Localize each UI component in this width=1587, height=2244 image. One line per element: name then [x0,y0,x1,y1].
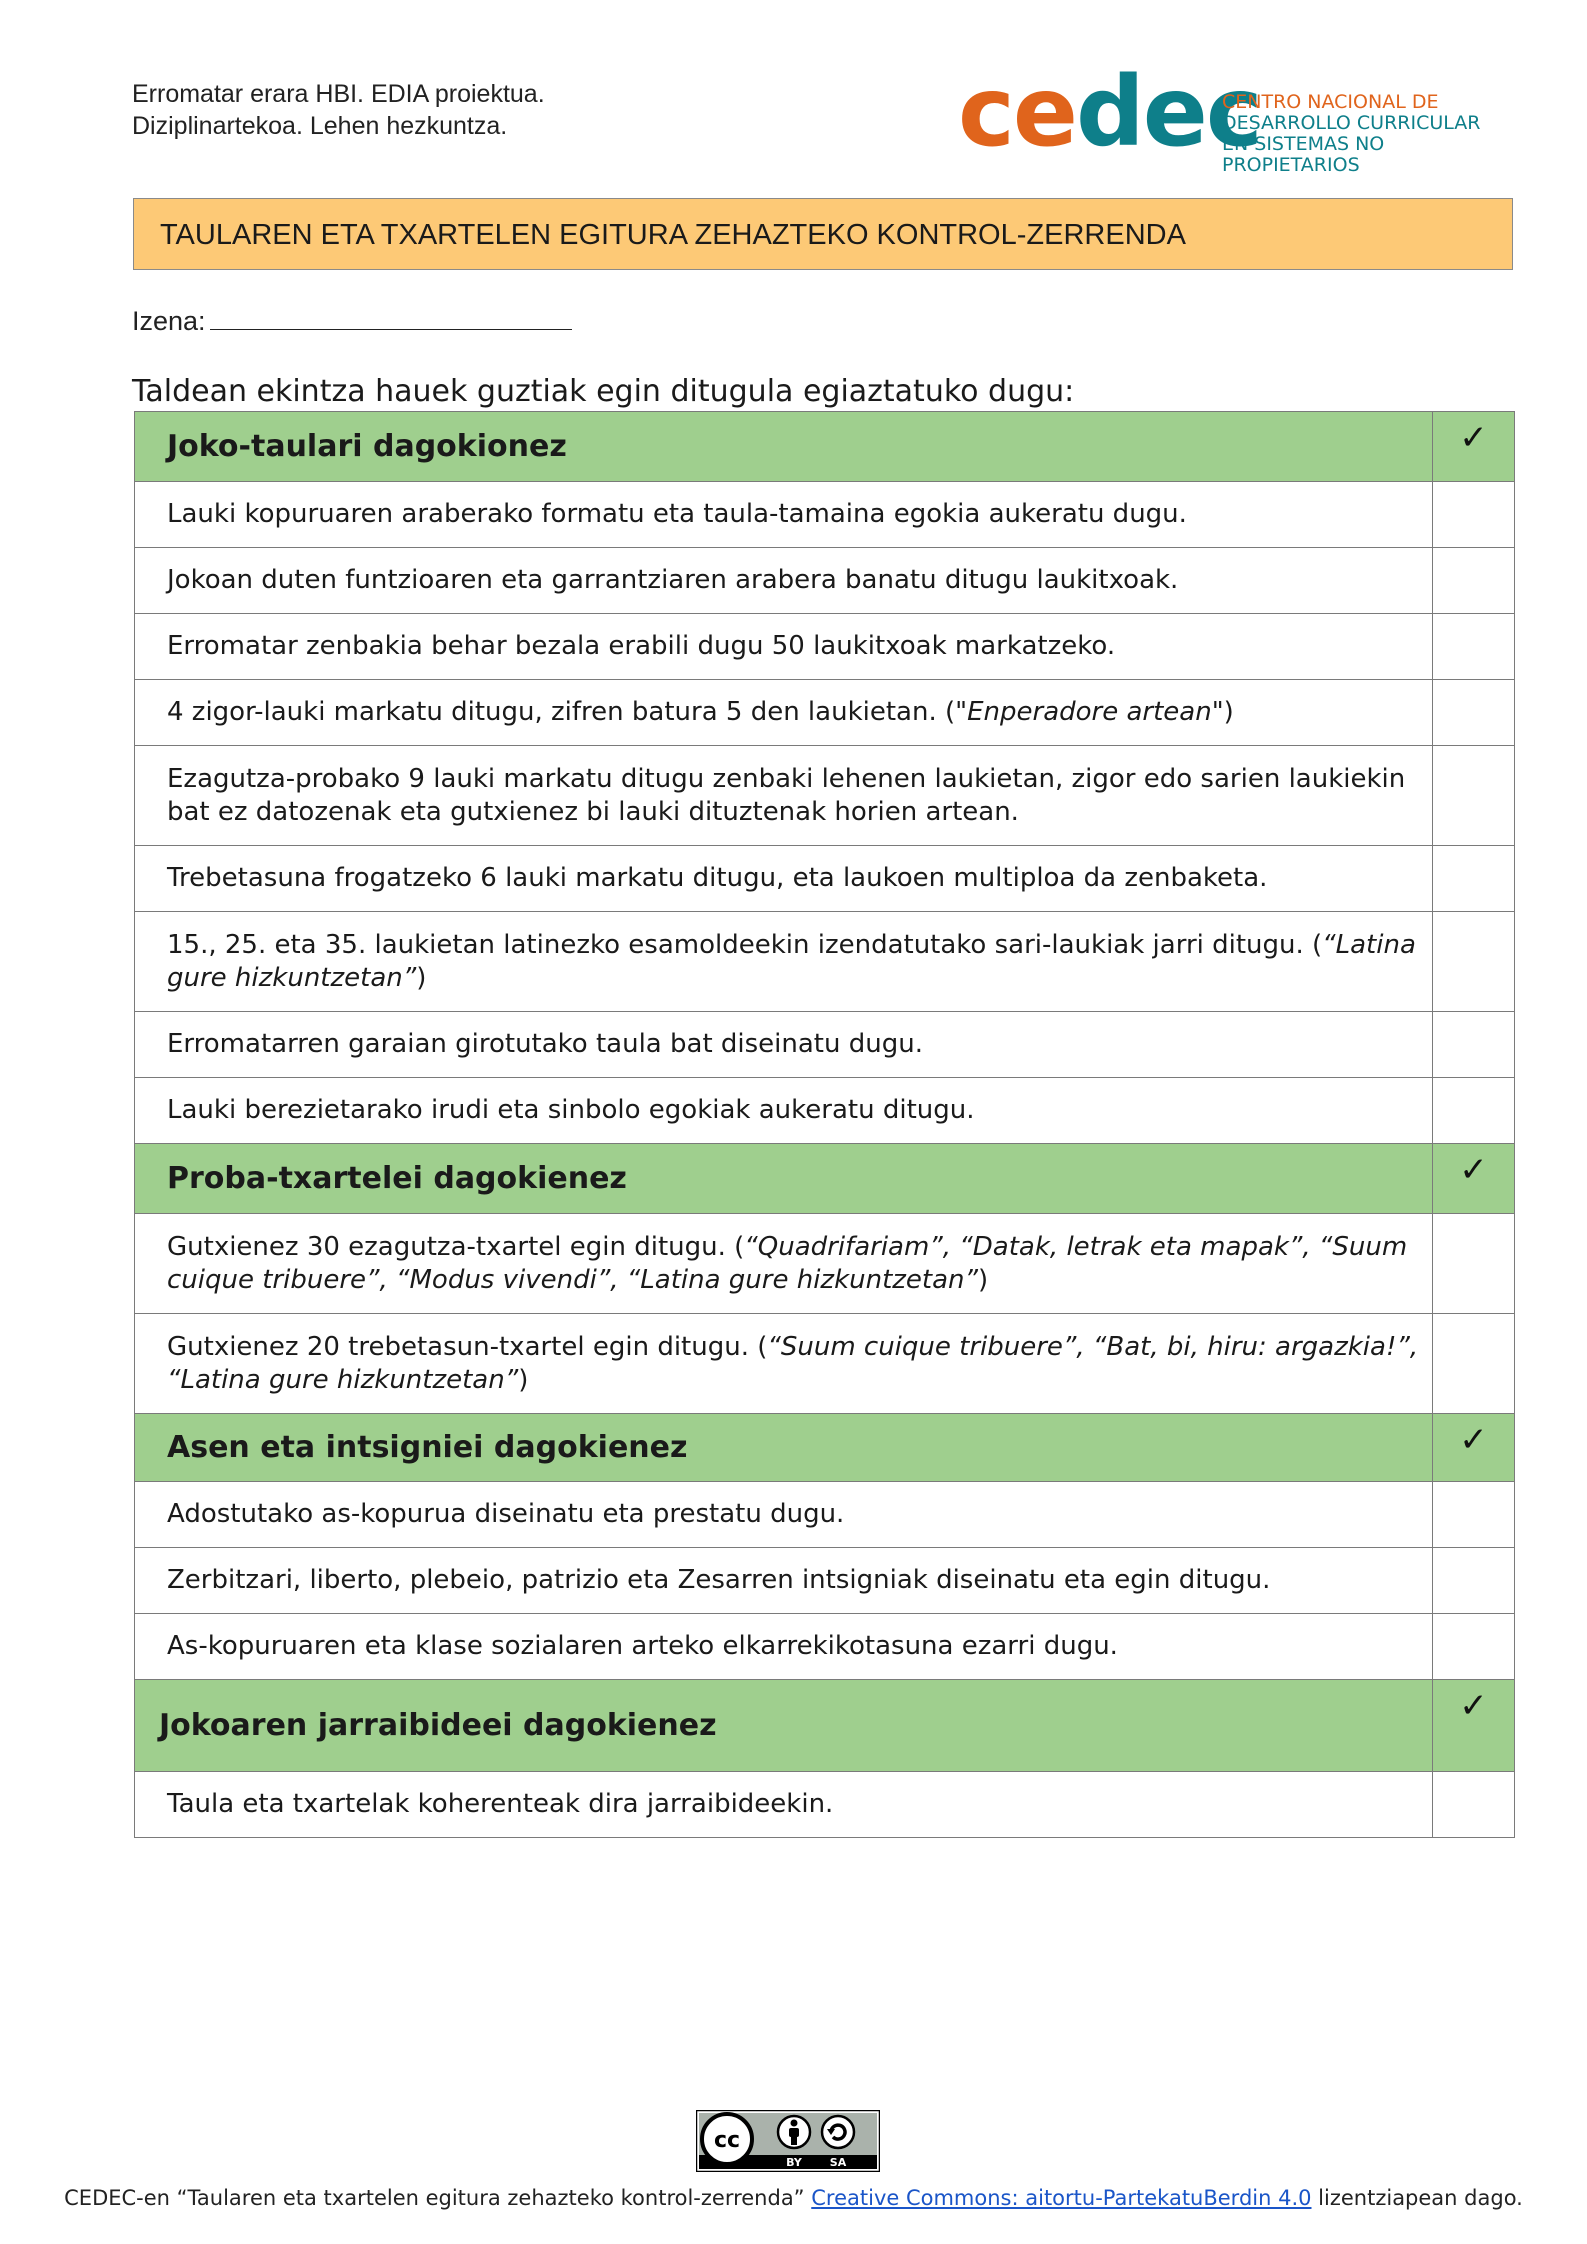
svg-text:BY: BY [786,2156,802,2169]
logo-subtitle-line-2: DESARROLLO CURRICULAR [1222,112,1481,134]
table-row [135,614,1515,680]
item-text: Gutxienez 30 ezagutza-txartel egin ditugu. (“Quadrifariam”, “Datak, letrak eta mapak”, “Suum cuique tribuere”, “Modus vivendi”, “Latina gure hizkuntzetan”) [135,1214,1433,1314]
section-row [135,1414,1515,1482]
check-box[interactable] [1433,1482,1515,1548]
table-row [135,680,1515,746]
table-row [135,912,1515,1012]
license-link[interactable]: Creative Commons: aitortu-PartekatuBerdin 4.0 [811,2186,1312,2210]
section-title: Jokoaren jarraibideei dagokienez [135,1680,1433,1772]
document-header [132,78,545,142]
check-box[interactable] [1433,482,1515,548]
check-icon: ✓ [1433,1414,1515,1482]
cc-by-sa-license-icon[interactable] [696,2110,880,2172]
section-title: Asen eta intsigniei dagokienez [135,1414,1433,1482]
check-box[interactable] [1433,1078,1515,1144]
item-text: Gutxienez 20 trebetasun-txartel egin ditugu. (“Suum cuique tribuere”, “Bat, bi, hiru: argazkia!”, “Latina gure hizkuntzetan”) [135,1314,1433,1414]
title-banner [133,198,1513,270]
item-text: 15., 25. eta 35. laukietan latinezko esamoldeekin izendatutako sari-laukiak jarri ditugu. (“Latina gure hizkuntzetan”) [135,912,1433,1012]
name-label: Izena: [132,306,206,336]
section-row [135,412,1515,482]
item-text: Trebetasuna frogatzeko 6 lauki markatu ditugu, eta laukoen multiploa da zenbaketa. [135,846,1433,912]
item-text: Ezagutza-probako 9 lauki markatu ditugu zenbaki lehenen laukietan, zigor edo sarien laukiekin bat ez datozenak eta gutxienez bi lauki dituztenak horien artean. [135,746,1433,846]
table-row [135,1482,1515,1548]
table-row [135,746,1515,846]
logo-subtitle [1222,92,1518,176]
item-text: Taula eta txartelak koherenteak dira jarraibideekin. [135,1772,1433,1838]
section-row [135,1680,1515,1772]
item-text: Erromatar zenbakia behar bezala erabili dugu 50 laukitxoak markatzeko. [135,614,1433,680]
check-box[interactable] [1433,746,1515,846]
checklist-table [134,411,1515,1838]
section-title: Proba-txartelei dagokienez [135,1144,1433,1214]
header-line-1: Erromatar erara HBI. EDIA proiektua. [132,80,545,108]
table-row [135,1314,1515,1414]
table-row [135,482,1515,548]
intro-text: Taldean ekintza hauek guztiak egin ditugula egiaztatuko dugu: [132,374,1075,409]
check-icon: ✓ [1433,412,1515,482]
item-text: Zerbitzari, liberto, plebeio, patrizio eta Zesarren intsigniak diseinatu eta egin ditugu. [135,1548,1433,1614]
check-box[interactable] [1433,548,1515,614]
check-box[interactable] [1433,1548,1515,1614]
check-box[interactable] [1433,1772,1515,1838]
logo-word-part2: dec [1076,56,1261,168]
check-box[interactable] [1433,846,1515,912]
item-text: Lauki berezietarako irudi eta sinbolo egokiak aukeratu ditugu. [135,1078,1433,1144]
cedec-logo [958,56,1518,176]
svg-text:SA: SA [829,2156,847,2169]
logo-subtitle-line-3: EN SISTEMAS NO PROPIETARIOS [1222,133,1385,176]
section-title: Joko-taulari dagokionez [135,412,1433,482]
item-text: Erromatarren garaian girotutako taula bat diseinatu dugu. [135,1012,1433,1078]
table-row [135,1012,1515,1078]
check-box[interactable] [1433,1314,1515,1414]
table-row [135,1078,1515,1144]
footer-text-before: CEDEC-en “Taularen eta txartelen egitura zehazteko kontrol-zerrenda” [64,2186,812,2210]
sa-icon [822,2116,854,2148]
table-row [135,1614,1515,1680]
check-icon: ✓ [1433,1680,1515,1772]
table-row [135,548,1515,614]
table-row [135,1214,1515,1314]
table-row [135,1772,1515,1838]
item-text: Lauki kopuruaren araberako formatu eta taula-tamaina egokia aukeratu dugu. [135,482,1433,548]
page-title: TAULAREN ETA TXARTELEN EGITURA ZEHAZTEKO KONTROL-ZERRENDA [160,219,1186,251]
item-text: Jokoan duten funtzioaren eta garrantziaren arabera banatu ditugu laukitxoak. [135,548,1433,614]
svg-text:cc: cc [713,2128,741,2153]
table-row [135,1548,1515,1614]
footer-text-after: lizentziapean dago. [1311,2186,1523,2210]
check-box[interactable] [1433,614,1515,680]
check-box[interactable] [1433,912,1515,1012]
check-box[interactable] [1433,1012,1515,1078]
header-line-2: Diziplinartekoa. Lehen hezkuntza. [132,112,508,140]
item-text: Adostutako as-kopurua diseinatu eta prestatu dugu. [135,1482,1433,1548]
check-box[interactable] [1433,680,1515,746]
name-blank-line[interactable] [210,307,572,330]
section-row [135,1144,1515,1214]
item-text: As-kopuruaren eta klase sozialaren arteko elkarrekikotasuna ezarri dugu. [135,1614,1433,1680]
logo-word-part1: ce [958,56,1077,168]
logo-wordmark [958,56,1261,168]
license-footer [0,2186,1587,2210]
table-row [135,846,1515,912]
item-text: 4 zigor-lauki markatu ditugu, zifren batura 5 den laukietan. ("Enperadore artean") [135,680,1433,746]
logo-subtitle-line-1: CENTRO NACIONAL DE [1222,91,1439,113]
check-icon: ✓ [1433,1144,1515,1214]
check-box[interactable] [1433,1614,1515,1680]
check-box[interactable] [1433,1214,1515,1314]
name-field [132,306,572,337]
